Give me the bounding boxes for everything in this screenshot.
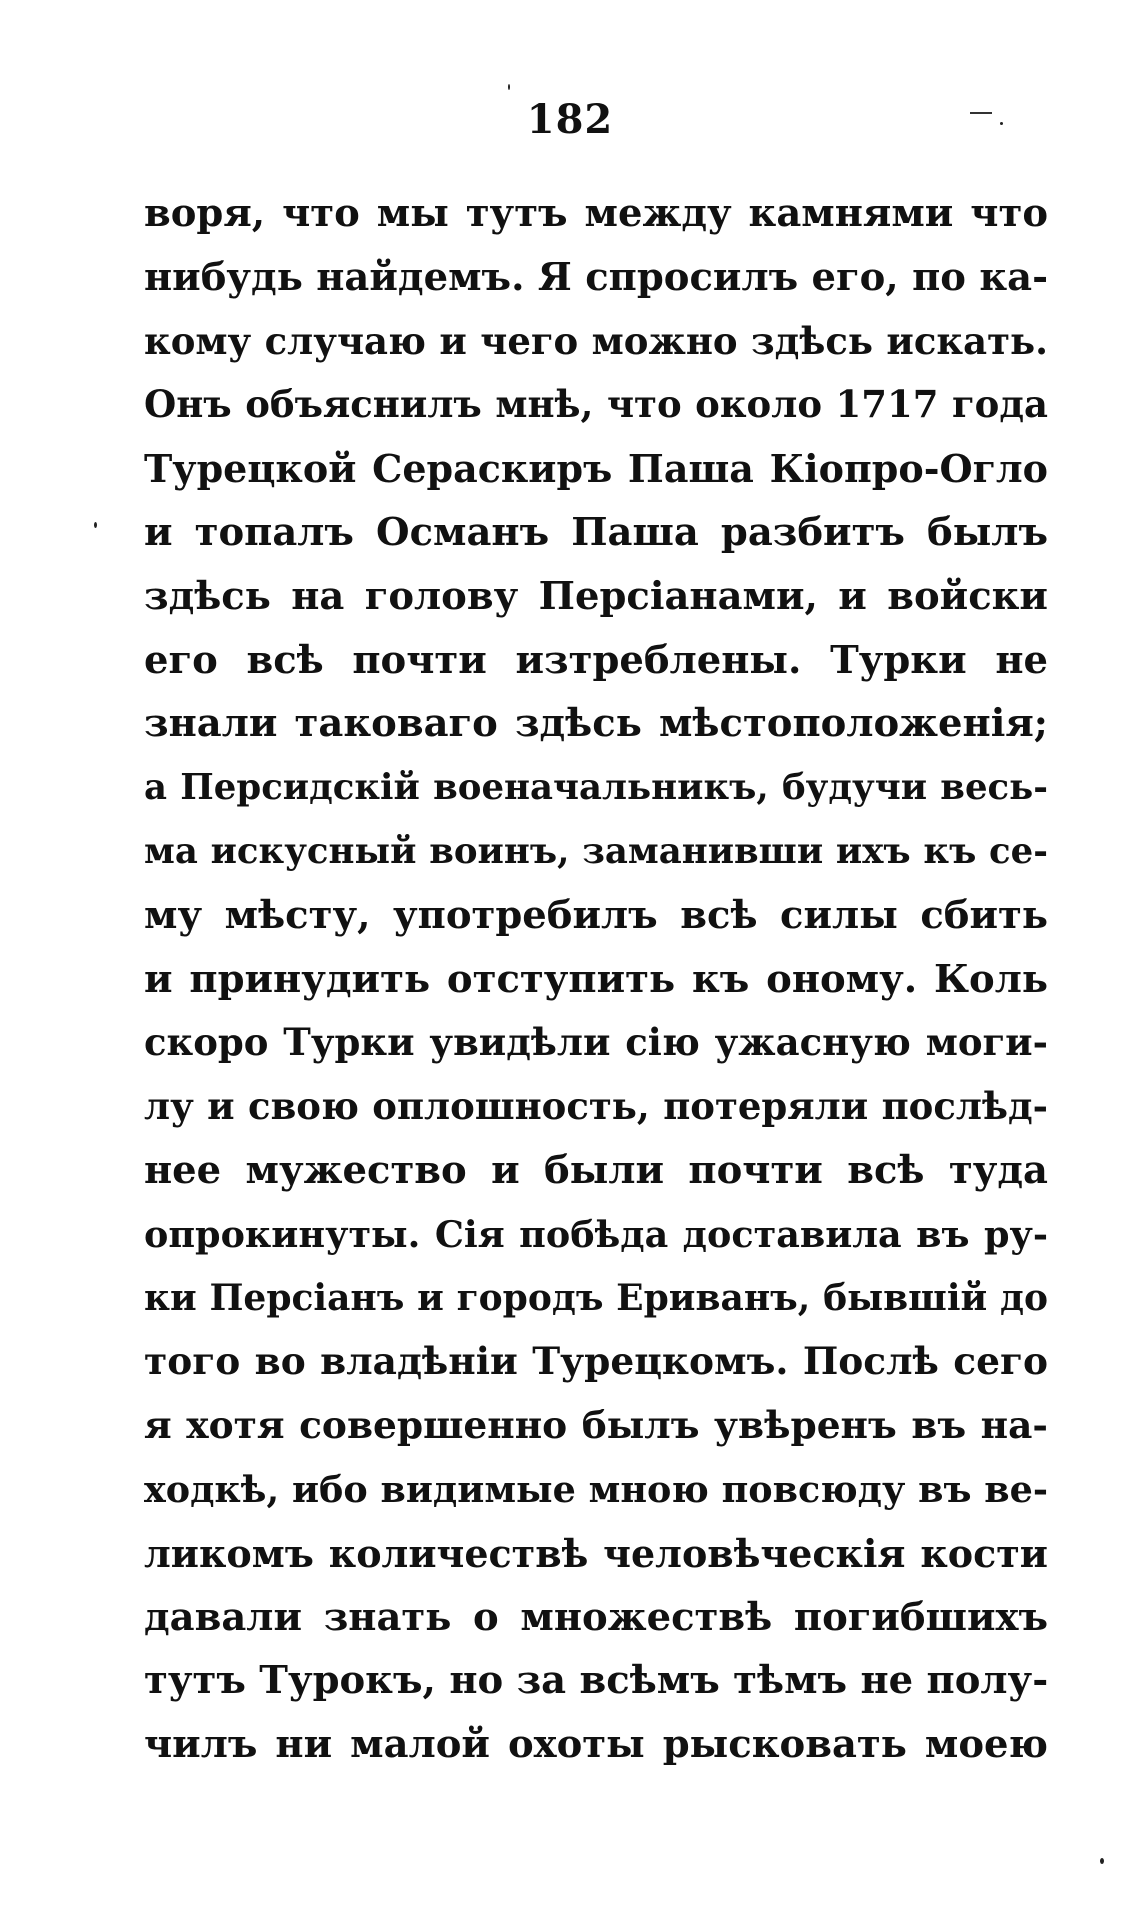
text-line: знали таковаго здѣсь мѣстоположенія; xyxy=(144,701,1048,747)
text-line: Онъ объяснилъ мнѣ, что около 1717 года xyxy=(144,382,1048,427)
text-line: давали знать о множествѣ погибшихъ xyxy=(144,1594,1048,1640)
text-line: того во владѣніи Турецкомъ. Послѣ сего xyxy=(144,1339,1048,1384)
text-line: скоро Турки увидѣли сію ужасную моги- xyxy=(144,1020,1048,1065)
text-line: Турецкой Сераскиръ Паша Кіопро-Огло xyxy=(144,446,1048,492)
page-number: 182 xyxy=(526,96,614,143)
text-line: нибудь найдемъ. Я спросилъ его, по ка- xyxy=(144,254,1048,300)
text-line: чилъ ни малой охоты рысковать моею xyxy=(144,1722,1048,1768)
text-line: ма искусный воинъ, заманивши ихъ къ се- xyxy=(144,830,1048,872)
text-line: ликомъ количествѣ человѣческія кости xyxy=(144,1530,1048,1576)
text-line: кому случаю и чего можно здѣсь искать. xyxy=(144,318,1048,363)
stray-speck xyxy=(508,84,510,90)
stray-speck xyxy=(1100,1858,1104,1864)
text-line: лу и свою оплошность, потеряли послѣд- xyxy=(144,1084,1048,1129)
stray-speck xyxy=(94,522,97,528)
text-line: его всѣ почти изтреблены. Турки не xyxy=(144,637,1048,683)
text-line: здѣсь на голову Персіанами, и войски xyxy=(144,573,1048,619)
text-line: опрокинуты. Сія побѣда доставила въ ру- xyxy=(144,1212,1048,1256)
text-line: нее мужество и были почти всѣ туда xyxy=(144,1147,1048,1193)
text-line: а Персидскій военачальникъ, будучи весь- xyxy=(144,767,1048,809)
stray-speck xyxy=(1000,122,1003,125)
body-text xyxy=(144,182,1048,1777)
text-line: и принудить отступить къ оному. Коль xyxy=(144,956,1048,1002)
text-line: ки Персіанъ и городъ Ериванъ, бывшій до xyxy=(144,1276,1048,1319)
text-line: воря, что мы тутъ между камнями что xyxy=(144,191,1048,236)
text-line: му мѣсту, употребилъ всѣ силы сбить xyxy=(144,892,1048,938)
text-line: тутъ Турокъ, но за всѣмъ тѣмъ не полу- xyxy=(144,1658,1048,1704)
stray-dash-mark xyxy=(970,112,992,114)
text-line: и топалъ Османъ Паша разбитъ былъ xyxy=(144,509,1048,555)
text-line: я хотя совершенно былъ увѣренъ въ на- xyxy=(144,1403,1048,1448)
text-line: ходкѣ, ибо видимые мною повсюду въ ве- xyxy=(144,1467,1048,1511)
